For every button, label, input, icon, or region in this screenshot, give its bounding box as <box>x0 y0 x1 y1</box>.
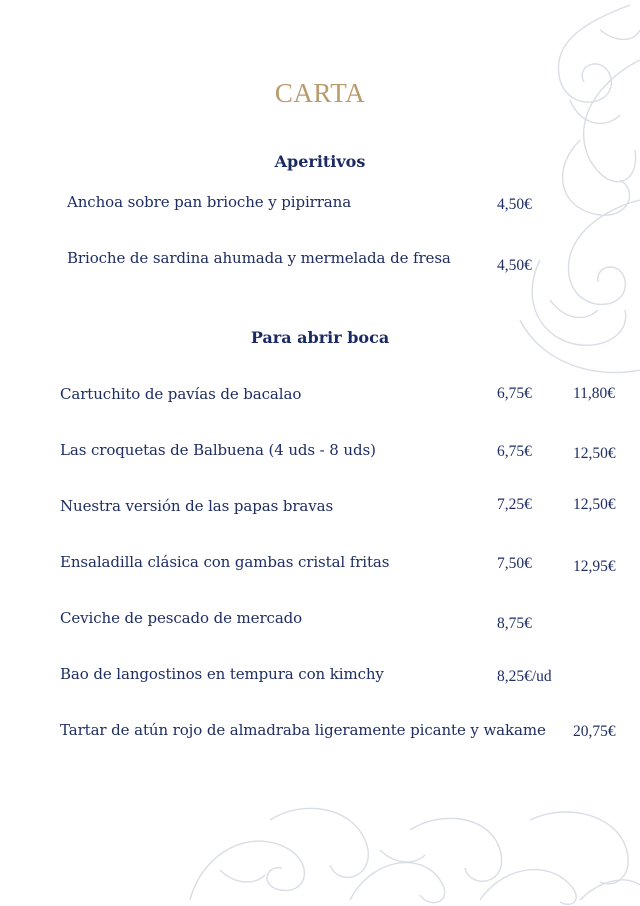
menu-item-price: 7,50€ <box>497 555 532 572</box>
menu-item-price: 8,75€ <box>497 615 532 632</box>
section-title-para-abrir-boca: Para abrir boca <box>250 328 390 347</box>
menu-item-price: 8,25€/ud <box>497 668 552 685</box>
menu-item-price: 7,25€ <box>497 496 532 513</box>
menu-item-price: 4,50€ <box>497 257 532 274</box>
section-title-aperitivos: Aperitivos <box>274 152 366 171</box>
menu-item-price-large: 12,50€ <box>573 445 616 462</box>
page-title: CARTA <box>274 78 366 108</box>
ornament-bottom <box>180 790 640 906</box>
menu-item-name: Tartar de atún rojo de almadraba ligeramente picante y wakame <box>60 721 546 739</box>
menu-item-price-large: 12,50€ <box>573 496 616 513</box>
menu-item-price-large: 12,95€ <box>573 558 616 575</box>
menu-item-name: Nuestra versión de las papas bravas <box>60 497 334 515</box>
menu-item-price-large: 11,80€ <box>573 385 616 402</box>
menu-item-name: Brioche de sardina ahumada y mermelada de fresa <box>67 249 451 267</box>
menu-item-name: Anchoa sobre pan brioche y pipirrana <box>67 193 352 211</box>
menu-item-name: Ceviche de pescado de mercado <box>60 609 303 627</box>
menu-item-name: Cartuchito de pavías de bacalao <box>60 385 302 403</box>
menu-item-price: 6,75€ <box>497 385 532 402</box>
menu-item-name: Ensaladilla clásica con gambas cristal fritas <box>60 553 390 571</box>
menu-item-price: 4,50€ <box>497 196 532 213</box>
menu-item-name: Las croquetas de Balbuena (4 uds - 8 uds) <box>60 441 376 459</box>
menu-item-name: Bao de langostinos en tempura con kimchy <box>60 665 384 683</box>
menu-item-price-large: 20,75€ <box>573 723 616 740</box>
menu-item-price: 6,75€ <box>497 443 532 460</box>
